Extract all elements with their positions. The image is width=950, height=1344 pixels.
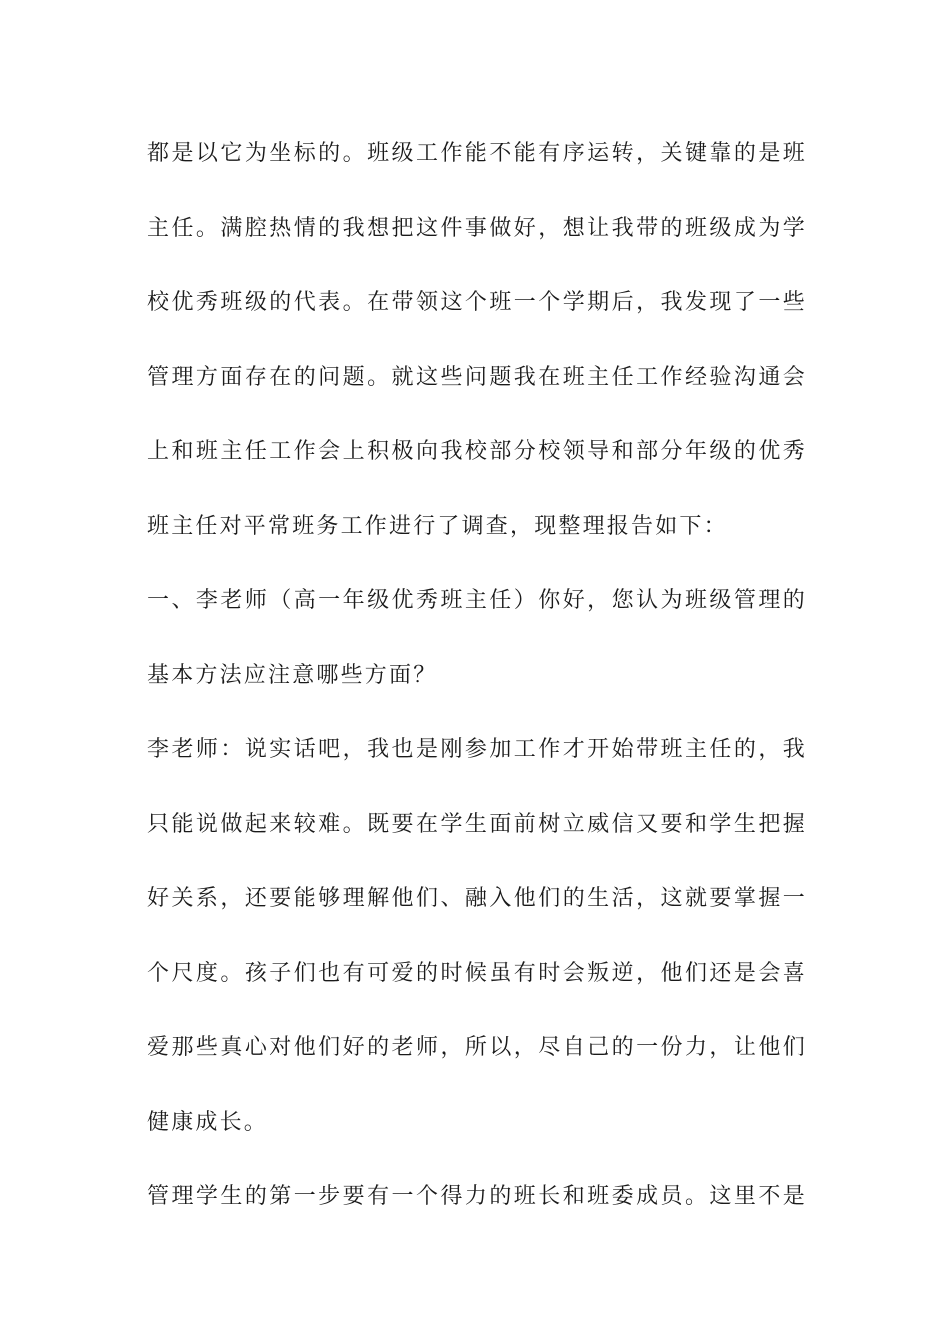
text-line: 班主任对平常班务工作进行了调查，现整理报告如下： [147,513,728,539]
text-line: 一、李老师（高一年级优秀班主任）你好，您认为班级管理的 [147,588,807,613]
text-line: 管理学生的第一步要有一个得力的班长和班委成员。这里不是 [147,1184,807,1209]
text-line: 主任。满腔热情的我想把这件事做好，想让我带的班级成为学 [147,215,807,241]
text-line: 好关系，还要能够理解他们、融入他们的生活，这就要掌握一 [147,886,807,911]
text-line: 健康成长。 [147,1109,269,1135]
text-line: 管理方面存在的问题。就这些问题我在班主任工作经验沟通会 [147,364,807,390]
text-line: 都是以它为坐标的。班级工作能不能有序运转，关键靠的是班 [147,141,807,166]
text-line: 基本方法应注意哪些方面？ [147,662,438,688]
text-line: 李老师：说实话吧，我也是刚参加工作才开始带班主任的，我 [147,737,807,762]
text-line: 上和班主任工作会上积极向我校部分校领导和部分年级的优秀 [147,439,807,464]
text-line: 校优秀班级的代表。在带领这个班一个学期后，我发现了一些 [147,290,807,315]
text-line: 只能说做起来较难。既要在学生面前树立威信又要和学生把握 [147,811,807,837]
text-line: 个尺度。孩子们也有可爱的时候虽有时会叛逆，他们还是会喜 [147,960,807,986]
text-line: 爱那些真心对他们好的老师，所以，尽自己的一份力，让他们 [147,1035,807,1060]
body-text [147,130,807,1248]
